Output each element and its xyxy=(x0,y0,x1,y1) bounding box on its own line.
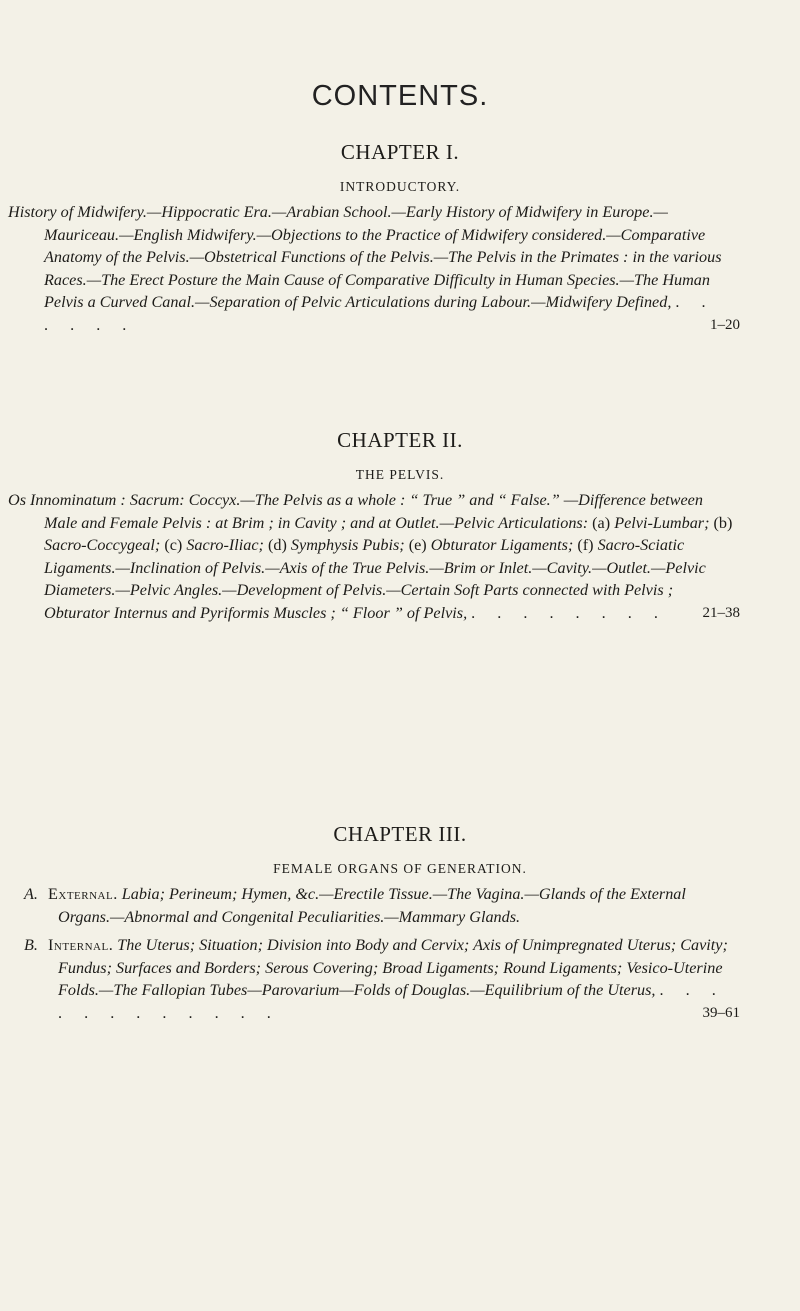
chapter-1-subtitle: INTRODUCTORY. xyxy=(339,179,461,194)
entry-lead-internal: Internal. xyxy=(47,936,114,954)
marker-e: (e) xyxy=(408,536,427,554)
chapter-2-entry-text-a: Os Innominatum : Sacrum: Coccyx.—The Pelvis as a whole : “ True ” and “ False.” —Difference between Male and Female Pelvis : at Brim ; in Cavity ; and at Outlet.—Pelvic Articulations: xyxy=(8,491,703,532)
chapter-1-entry-text: History of Midwifery.—Hippocratic Era.—Arabian School.—Early History of Midwifery in Europe.—Mauriceau.—English Midwifery.—Objections to the Practice of Midwifery considered.—Comparative Anatomy of the Pelvis.—Obstetrical Functions of the Pelvis.—The Pelvis in the Primates : in the various Races.—The Erect Posture the Main Cause of Comparative Difficulty in Human Species.—The Human Pelvis a Curved Canal.—Separation of Pelvic Articulations during Labour.—Midwifery Defined, xyxy=(8,203,722,311)
chapter-3 xyxy=(0,822,800,1024)
entry-letter-a: A. xyxy=(24,885,38,903)
marker-a: (a) xyxy=(592,513,611,532)
chapter-2-pages: 21–38 xyxy=(702,604,740,621)
marker-c: (c) xyxy=(164,536,183,554)
chapter-3-subtitle: FEMALE ORGANS OF GENERATION. xyxy=(273,861,527,876)
chapter-1 xyxy=(0,140,800,336)
marker-d: (d) xyxy=(268,536,287,554)
entry-letter-b: B. xyxy=(24,936,38,954)
chapter-3-title: CHAPTER III. xyxy=(333,822,467,846)
entry-lead-external: External. xyxy=(47,885,118,903)
chapter-1-entry: History of Midwifery.—Hippocratic Era.—Arabian School.—Early History of Midwifery in Europe.—Mauriceau.—English Midwifery.—Objections to the Practice of Midwifery considered.—Comparative Anatomy of the Pelvis.—Obstetrical Functions of the Pelvis.—The Pelvis in the Primates : in the various Races.—The Erect Posture the Main Cause of Comparative Difficulty in Human Species.—The Human Pelvis a Curved Canal.—Separation of Pelvic Articulations during Labour.—Midwifery Defined, . . . . . . 1–20 xyxy=(0,201,800,336)
chapter-1-title: CHAPTER I. xyxy=(340,140,460,164)
chapter-2 xyxy=(0,428,800,624)
marker-f: (f) xyxy=(577,536,594,554)
chapter-2-entry-text-b: Sacro-Sciatic Ligaments.—Inclination of Pelvis.—Axis of the True Pelvis.—Brim or Inlet.—Cavity.—Outlet.—Pelvic Diameters.—Pelvic Angles.—Development of Pelvis.—Certain Soft Parts connected with Pelvis ; Obturator Internus and Pyriformis Muscles ; “ Floor ” of Pelvis, xyxy=(44,536,706,622)
chapter-3-entry-a xyxy=(0,883,800,928)
chapter-3-pages: 39–61 xyxy=(702,1004,740,1021)
chapter-2-title: CHAPTER II. xyxy=(337,428,463,452)
chapter-1-pages: 1–20 xyxy=(710,316,740,333)
chapter-3-entry-a-text: Labia; Perineum; Hymen, &c.—Erectile Tissue.—The Vagina.—Glands of the External Organs.—Abnormal and Congenital Peculiarities.—Mammary Glands. xyxy=(58,885,686,926)
chapter-2-subtitle: THE PELVIS. xyxy=(355,467,445,482)
chapter-2-entry: Os Innominatum : Sacrum: Coccyx.—The Pelvis as a whole : “ True ” and “ False.” —Difference between Male and Female Pelvis : at Brim ; in Cavity ; and at Outlet.—Pelvic Articulations: (a) Pelvi-Lumbar; (b) Sacro-Coccygeal; (c) Sacro-Iliac; (d) Symphysis Pubis; (e) Obturator Ligaments; (f) Sacro-Sciatic Ligaments.—Inclination of Pelvis.—Axis of the True Pelvis.—Brim or Inlet.—Cavity.—Outlet.—Pelvic Diameters.—Pelvic Angles.—Development of Pelvis.—Certain Soft Parts connected with Pelvis ; Obturator Internus and Pyriformis Muscles ; “ Floor ” of Pelvis, . . . . . . . . 21–38 xyxy=(0,489,800,624)
page-title: CONTENTS. xyxy=(311,80,489,112)
marker-b: (b) xyxy=(713,513,733,532)
chapter-3-entry-b: B. Internal. The Uterus; Situation; Division into Body and Cervix; Axis of Unimpregnated Uterus; Cavity; Fundus; Surfaces and Borders; Serous Covering; Broad Ligaments; Round Ligaments; Vesico-Uterine Folds.—The Fallopian Tubes—Parovarium—Folds of Douglas.—Equilibrium of the Uterus, . . . . . . . . . . . . 39–61 xyxy=(0,934,800,1024)
chapter-3-entry-b-text: The Uterus; Situation; Division into Body and Cervix; Axis of Unimpregnated Uterus; Cavity; Fundus; Surfaces and Borders; Serous Covering; Broad Ligaments; Round Ligaments; Vesico-Uterine Folds.—The Fallopian Tubes—Parovarium—Folds of Douglas.—Equilibrium of the Uterus, xyxy=(58,936,728,999)
